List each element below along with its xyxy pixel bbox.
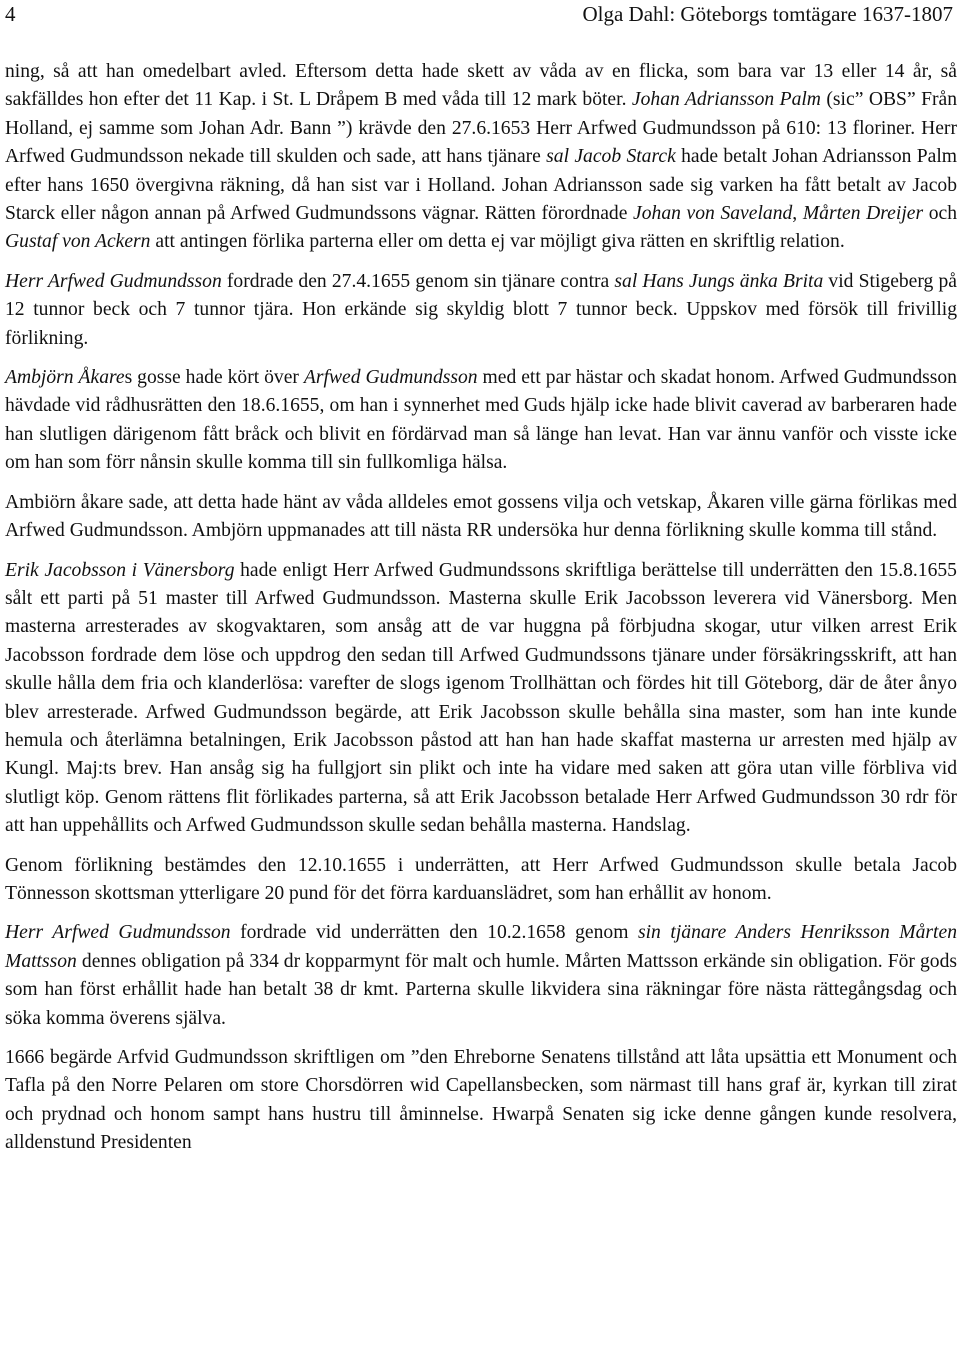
paragraph — [5, 489, 957, 546]
italic-name-run: Arfwed Gudmundsson — [303, 367, 478, 389]
italic-name-run: sin tjänare Anders Henriksson Mårten Mattsson — [5, 922, 957, 972]
text-run: (sic” OBS” Från Holland, ej samme som Johan Adr. Bann ”) krävde den 27.6.1653 Herr Arfwed Gudmundsson på 610: 13 floriner. Herr Arfwed Gudmundsson nekade till skulden och sade, att hans tjänare — [5, 89, 957, 168]
italic-name-run: Johan Adriansson Palm — [631, 89, 821, 111]
text-run: , — [792, 203, 803, 225]
text-run: 1666 begärde Arfvid Gudmundsson skriftligen om ”den Ehreborne Senatens tillstånd att låta upsättia ett Monument och Tafla på den Norre Pelaren om store Chorsdörren wid Capellansbecken, som närmast till hans graf är, kyrkan till zirat och prydnad och honom sampt hans hustru till åminnelse. Hwarpå Senaten sig icke denne gången kunde resolvera, alldenstund Presidenten — [5, 1047, 957, 1154]
paragraph — [5, 58, 957, 257]
italic-name-run: Erik Jacobsson i Vänersborg — [5, 559, 235, 581]
text-run: hade betalt Johan Adriansson Palm efter hans 1650 övergivna räkning, då han sist var i Holland. Johan Adriansson sade sig varken ha fått betalt av Jacob Starck eller någon annan på Arfwed Gudmundssons vägnar. Rätten förordnade — [5, 146, 957, 225]
paragraph — [5, 557, 957, 841]
text-run: att antingen förlika parterna eller om detta ej var möjligt giva rätten en skriftlig relation. — [150, 231, 845, 253]
text-run: fordrade vid underrätten den 10.2.1658 genom — [230, 922, 638, 944]
italic-name-run: sal Hans Jungs änka Brita — [614, 270, 824, 292]
text-run: med ett par hästar och skadat honom. Arfwed Gudmundsson hävdade vid rådhusrätten den 18.6.1655, om han i synnerhet med Guds hjälp icke hade blivit caverad av barberaren hade han slutligen därigenom fått bråck och blivit en fördärvad man så länge han levat. Han var ännu vanför och visste icke om han som förr nånsin skulle komma till sin fullkomliga hälsa. — [5, 367, 957, 474]
text-run: fordrade den 27.4.1655 genom sin tjänare contra — [221, 270, 615, 292]
italic-name-run: sal Jacob Starck — [546, 146, 676, 168]
document-page — [5, 0, 957, 1158]
paragraph — [5, 1044, 957, 1158]
text-run: och — [923, 203, 958, 225]
italic-name-run: Mårten Dreijer — [802, 203, 924, 225]
text-run: dennes obligation på 334 dr kopparmynt för malt och humle. Mårten Mattsson erkände sin obligation. För gods som han först erhållit hade han betalt 38 dr kmt. Parterna skulle likvidera sina räkningar före nästa rättegångsdag och söka komma överens själva. — [5, 950, 957, 1029]
italic-name-run: Herr Arfwed Gudmundsson — [5, 270, 222, 292]
running-title: Olga Dahl: Göteborgs tomtägare 1637-1807 — [582, 2, 953, 26]
paragraph — [5, 852, 957, 909]
italic-name-run: Ambjörn Åkare — [5, 367, 125, 389]
running-header — [5, 2, 957, 28]
text-run: s gosse hade kört över — [124, 367, 304, 389]
text-run: vid Stigeberg på 12 tunnor beck och 7 tunnor tjära. Hon erkände sig skyldig blott 7 tunnor beck. Uppskov med försök till frivillig förlikning. — [5, 270, 957, 349]
paragraph — [5, 364, 957, 478]
text-run: Ambiörn åkare sade, att detta hade hänt av våda alldeles emot gossens vilja och vetskap, Åkaren ville gärna förlikas med Arfwed Gudmundsson. Ambjörn uppmanades att till nästa RR undersöka hur denna förlikning skulle komma till stånd. — [5, 491, 957, 542]
text-run: hade enligt Herr Arfwed Gudmundssons skriftliga berättelse till underrätten den 15.8.1655 sålt ett parti på 51 master till Arfwed Gudmundsson. Masterna skulle Erik Jacobsson leverera vid Vänersborg. Men masterna arresterades av skogvaktaren, som ansåg att de var huggna på förbjudna skogar, utur vilken arrest Erik Jacobsson fordrade dem löse och uppdrog den sedan till Arfwed Gudmundssons tjänare under försäkringsskrift, att han skulle hålla dem fria och klanderlösa: varefter de slogs igenom Trollhättan och fördes hit till Göteborg, där de åter ånyo blev arresterade. Arfwed Gudmundsson begärde, att Erik Jacobsson skulle behålla sina master, som han inte kunde hemula och återlämna betalningen, Erik Jacobsson påstod att han han hade skaffat masterna ur arresten med hjälp av Kungl. Maj:ts brev. Han ansåg sig ha fullgjort sin plikt och inte ha vidare med saken att göra utan ville förbliva vid slutligt köp. Genom rättens flit förlikades parterna, så att Erik Jacobsson betalade Herr Arfwed Gudmundsson 30 rdr för att han uppehållits och Arfwed Gudmundsson skulle sedan behålla masterna. Handslag. — [5, 559, 957, 837]
italic-name-run: Herr Arfwed Gudmundsson — [5, 922, 231, 944]
body-text — [5, 58, 957, 1158]
paragraph — [5, 919, 957, 1033]
italic-name-run: Gustaf von Ackern — [5, 231, 151, 253]
paragraph — [5, 268, 957, 353]
text-run: Genom förlikning bestämdes den 12.10.1655 i underrätten, att Herr Arfwed Gudmundsson skulle betala Jacob Tönnesson skottsman ytterligare 20 pund för det förra karduanslädret, som han erhållit av honom. — [5, 854, 957, 904]
page-number: 4 — [5, 2, 16, 26]
italic-name-run: Johan von Saveland — [633, 203, 793, 225]
text-run: ning, så att han omedelbart avled. Eftersom detta hade skett av våda av en flicka, som bara var 13 eller 14 år, så sakfälldes hon efter det 11 Kap. i St. L Dråpem B med våda till 12 mark böter. — [5, 61, 957, 111]
